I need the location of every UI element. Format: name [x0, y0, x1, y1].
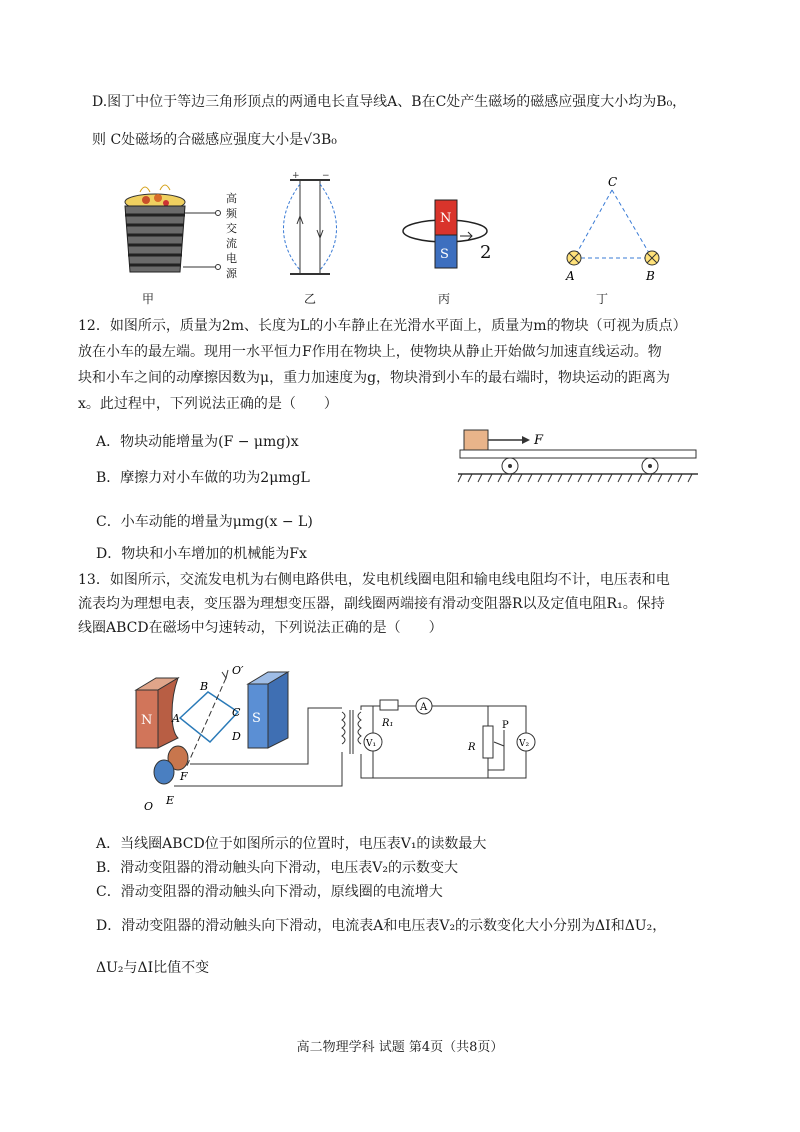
label-o-prime: O′: [232, 664, 244, 677]
caption-jia: 甲: [141, 292, 154, 306]
svg-text:+: +: [292, 171, 300, 181]
coil-abcd: [180, 692, 238, 742]
q12-stem-line1: 12．如图所示，质量为2m、长度为L的小车静止在光滑水平面上，质量为m的物块（可视为质点）: [78, 318, 687, 334]
q12-option-c: C．小车动能的增量为μmg(x − L): [96, 514, 313, 530]
voltmeter-v1-icon: [364, 733, 382, 751]
svg-text:S: S: [252, 711, 261, 726]
svg-text:D: D: [232, 730, 241, 743]
figure-jia: [110, 180, 250, 290]
page-footer: 高二物理学科 试题 第4页（共8页）: [296, 1040, 504, 1055]
svg-text:C: C: [232, 706, 241, 719]
rheostat-r: [483, 726, 493, 758]
bing-label-s: S: [440, 247, 449, 262]
q12-option-a: A．物块动能增量为(F − μmg)x: [96, 434, 299, 450]
jia-label-char: 流: [226, 237, 237, 250]
ding-label-a: A: [566, 269, 575, 283]
svg-text:A: A: [172, 712, 180, 725]
bing-label-num: 2: [480, 242, 492, 263]
jia-terminal-bottom: [216, 265, 221, 270]
jia-coil: [125, 185, 185, 272]
jia-label-char: 高: [226, 192, 237, 205]
block: [464, 430, 488, 450]
caption-ding: 丁: [595, 292, 608, 306]
q13-stem-line2: 流表均为理想电表，变压器为理想变压器，副线圈两端接有滑动变阻器R以及定值电阻R₁。保持: [78, 596, 665, 612]
q13-option-a: A．当线圈ABCD位于如图所示的位置时，电压表V₁的读数最大: [96, 836, 487, 852]
magnet-s: [248, 672, 288, 748]
svg-text:V₂: V₂: [519, 739, 530, 749]
q13-option-d-line1: D．滑动变阻器的滑动触头向下滑动，电流表A和电压表V₂的示数变化大小分别为ΔI和ΔU₂，: [96, 918, 667, 934]
q13-option-b: B．滑动变阻器的滑动触头向下滑动，电压表V₂的示数变大: [96, 860, 459, 876]
figure-ding: [560, 174, 670, 284]
q12-stem-line3: 块和小车之间的动摩擦因数为μ，重力加速度为g，物块滑到小车的最右端时，物块运动的距离为: [78, 370, 671, 386]
svg-text:P: P: [502, 720, 509, 731]
jia-terminal-top: [216, 211, 221, 216]
svg-text:V₁: V₁: [366, 739, 377, 749]
q12-option-b: B．摩擦力对小车做的功为2μmgL: [96, 470, 310, 486]
bing-label-n: N: [440, 211, 452, 226]
ding-label-c: C: [608, 175, 618, 189]
force-label: F: [534, 433, 544, 448]
q13-stem-line3: 线圈ABCD在磁场中匀速转动，下列说法正确的是（ ）: [78, 620, 443, 636]
wire-b-icon: [645, 251, 659, 265]
q13-stem-line1: 13．如图所示，交流发电机为右侧电路供电，发电机线圈电阻和输电线电阻均不计，电压表和电: [78, 572, 670, 588]
transformer-icon: [342, 710, 361, 754]
wire-a-icon: [567, 251, 581, 265]
wheel-right-icon: [642, 458, 658, 474]
svg-text:−: −: [322, 171, 330, 181]
q13-option-c: C．滑动变阻器的滑动触头向下滑动，原线圈的电流增大: [96, 884, 443, 900]
svg-text:F: F: [180, 770, 188, 783]
svg-text:E: E: [166, 794, 175, 807]
caption-bing: 丙: [437, 292, 450, 306]
jia-label-char: 频: [226, 207, 237, 220]
voltmeter-v2-icon: [517, 733, 535, 751]
jia-label-char: 交: [226, 222, 237, 235]
resistor-r1: [380, 700, 398, 710]
ammeter-icon: [416, 698, 432, 714]
jia-label-char: 电: [226, 252, 237, 265]
svg-text:O: O: [144, 800, 154, 813]
q13-option-d-line2: ΔU₂与ΔI比值不变: [96, 960, 210, 976]
svg-text:N: N: [141, 713, 153, 728]
svg-text:B: B: [200, 680, 209, 693]
svg-text:R: R: [468, 742, 476, 753]
q11-option-d-line1: D.图丁中位于等边三角形顶点的两通电长直导线A、B在C处产生磁场的磁感应强度大小均为B₀，: [92, 94, 687, 110]
caption-yi: 乙: [303, 292, 316, 306]
q12-stem-line2: 放在小车的最左端。现用一水平恒力F作用在物块上，使物块从静止开始做匀加速直线运动。物: [78, 344, 662, 360]
jia-label-char: 源: [226, 267, 237, 280]
figure-yi: [280, 171, 340, 284]
figure-q13-generator: [128, 660, 568, 820]
ding-label-b: B: [646, 269, 655, 283]
figure-q12-cart: [458, 424, 698, 490]
q12-stem-line4: x。此过程中，下列说法正确的是（ ）: [78, 396, 338, 412]
wheel-left-icon: [502, 458, 518, 474]
svg-text:R₁: R₁: [382, 718, 394, 729]
figure-bing: [400, 196, 500, 276]
q12-option-d: D．物块和小车增加的机械能为Fx: [96, 546, 307, 562]
q11-option-d-line2: 则 C处磁场的合磁感应强度大小是√3B₀: [92, 132, 337, 148]
cart-board: [460, 450, 696, 458]
svg-text:A: A: [420, 702, 428, 713]
